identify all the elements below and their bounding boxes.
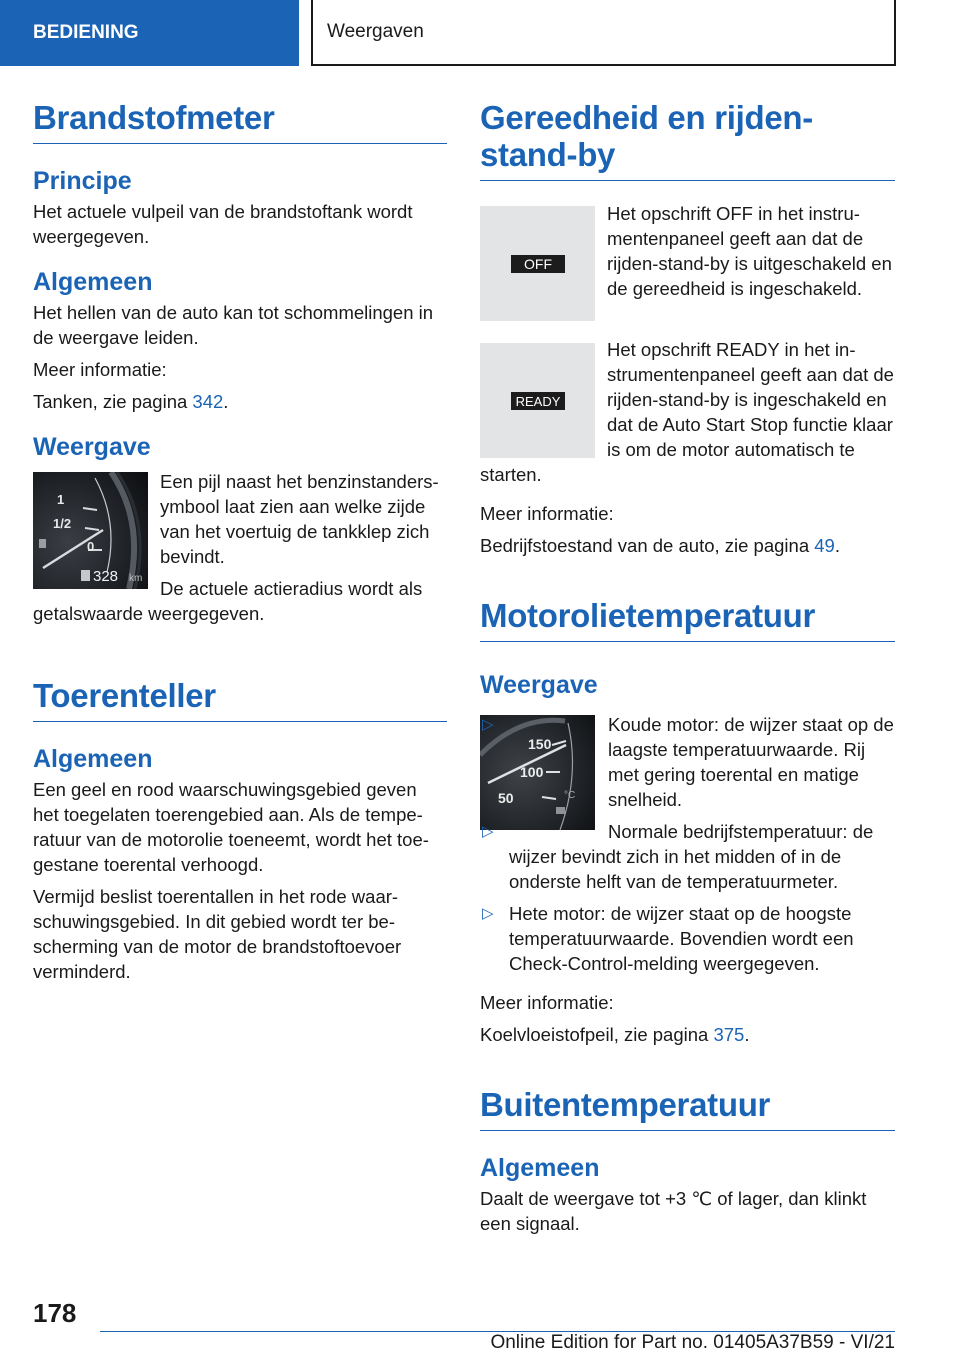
tacho-general-heading: Algemeen xyxy=(33,744,153,773)
tachometer-title: Toerenteller xyxy=(33,678,447,722)
page-link-375[interactable]: 375 xyxy=(713,1023,745,1045)
outside-general-heading: Algemeen xyxy=(480,1153,600,1182)
ready-indicator-image xyxy=(480,343,595,458)
triangle-bullet-icon: ▷ xyxy=(482,822,494,840)
oil-display-heading: Weergave xyxy=(480,670,598,699)
fuel-reference: Tanken, zie pagina 342. xyxy=(33,390,229,412)
left-column xyxy=(33,100,447,984)
oil-gauge-unit: °C xyxy=(564,789,576,801)
chapter-tab xyxy=(0,0,299,66)
fuel-gauge-label-0: 0 xyxy=(87,538,95,554)
list-item: ▷ Koude motor: de wijzer staat op de laagste temperatuurwaarde. Rij met gering toerental en matige snelheid. xyxy=(482,713,894,810)
outside-temperature-title: Buitentemperatuur xyxy=(480,1087,895,1131)
chapter-label: BEDIENING xyxy=(33,22,139,43)
oil-gauge-label-150: 150 xyxy=(528,735,552,752)
oil-temperature-title: Motorolietemperatuur xyxy=(480,598,895,642)
fuel-range-value: 328 xyxy=(93,567,119,585)
outside-text: Daalt de weergave tot +3 ℃ of lager, dan klinkt een signaal. xyxy=(480,1187,867,1234)
ready-more-info: Meer informatie: xyxy=(480,502,614,524)
oil-bullet-list-continued xyxy=(480,901,895,976)
fuel-gauge-label-1: 1 xyxy=(57,491,65,507)
oil-display-block xyxy=(480,712,895,894)
oil-gauge-label-100: 100 xyxy=(520,763,544,780)
oil-more-info: Meer informatie: xyxy=(480,991,614,1013)
tacho-text-2: Vermijd beslist toerentallen in het rode waarschuwingsgebied. In dit gebied wordt ter bescherming van de motor de brandstoftoevoer verminderd. xyxy=(33,885,402,982)
fuel-gauge-label-half: 1/2 xyxy=(53,515,72,531)
fuel-gauge-title: Brandstofmeter xyxy=(33,100,447,144)
list-item: ▷ Hete motor: de wijzer staat op de hoogste temperatuurwaarde. Bovendien wordt een Check-Control-melding weergegeven. xyxy=(482,902,854,974)
ready-reference: Bedrijfstoestand van de auto, zie pagina 49. xyxy=(480,534,840,556)
section-tab xyxy=(311,0,896,66)
off-badge: OFF xyxy=(524,255,552,272)
off-indicator-image xyxy=(480,206,595,321)
fuel-display-heading: Weergave xyxy=(33,432,151,461)
tacho-text-1: Een geel en rood waarschuwingsgebied geven het toegelaten toerengebied aan. Als de temperatuur van de motorolie toeneemt, wordt het toegestane toerental verhoogd. xyxy=(33,778,429,875)
fuel-more-info: Meer informatie: xyxy=(33,358,167,380)
oil-bullet-list xyxy=(480,712,895,894)
principle-text: Het actuele vulpeil van de brandstoftank wordt weergegeven. xyxy=(33,200,413,247)
ready-block xyxy=(480,337,895,487)
fuel-range-unit: km xyxy=(129,572,143,584)
fuel-general-text: Het hellen van de auto kan tot schommelingen in de weergave leiden. xyxy=(33,301,434,348)
triangle-bullet-icon: ▷ xyxy=(482,904,494,922)
ready-title: Gereedheid en rijden-stand-by xyxy=(480,100,895,181)
section-label: Weergaven xyxy=(327,21,424,42)
list-item: ▷ Normale bedrijfstemperatuur: de wijzer bevindt zich in het midden of in de onderste helft van de temperatuurmeter. xyxy=(482,820,874,892)
fuel-pump-icon xyxy=(81,570,90,581)
fuel-display-text-1: Een pijl naast het benzinstandersymbool laat zien aan welke zijde van het voertuig de tankklep zich bevindt. xyxy=(160,470,439,567)
ready-badge: READY xyxy=(515,393,561,409)
page-link-342[interactable]: 342 xyxy=(192,390,224,412)
edition-note: Online Edition for Part no. 01405A37B59 - VI/21 xyxy=(490,1332,895,1353)
page-number: 178 xyxy=(33,1298,77,1328)
fuel-gauge-image xyxy=(33,472,148,589)
oil-gauge-label-50: 50 xyxy=(498,789,514,806)
ready-text: Het opschrift READY in het instrumentenpaneel geeft aan dat de rijden-stand-by is ingeschakeld en dat de Auto Start Stop functie klaar is om de motor automatisch te starten. xyxy=(480,338,894,485)
page-link-49[interactable]: 49 xyxy=(814,534,835,556)
principle-heading: Principe xyxy=(33,166,132,195)
fuel-display-block xyxy=(33,469,447,626)
fuel-general-heading: Algemeen xyxy=(33,267,153,296)
right-column xyxy=(480,100,895,1236)
fuel-pump-icon xyxy=(39,539,46,548)
triangle-bullet-icon: ▷ xyxy=(482,715,494,733)
off-text: Het opschrift OFF in het instrumentenpaneel geeft aan dat de rijden-stand-by is uitgeschakeld en de gereedheid is ingeschakeld. xyxy=(607,202,892,299)
off-block xyxy=(480,201,895,321)
fuel-display-text-2: De actuele actieradius wordt als getalswaarde weergegeven. xyxy=(33,577,423,624)
oil-reference: Koelvloeistofpeil, zie pagina 375. xyxy=(480,1023,750,1045)
